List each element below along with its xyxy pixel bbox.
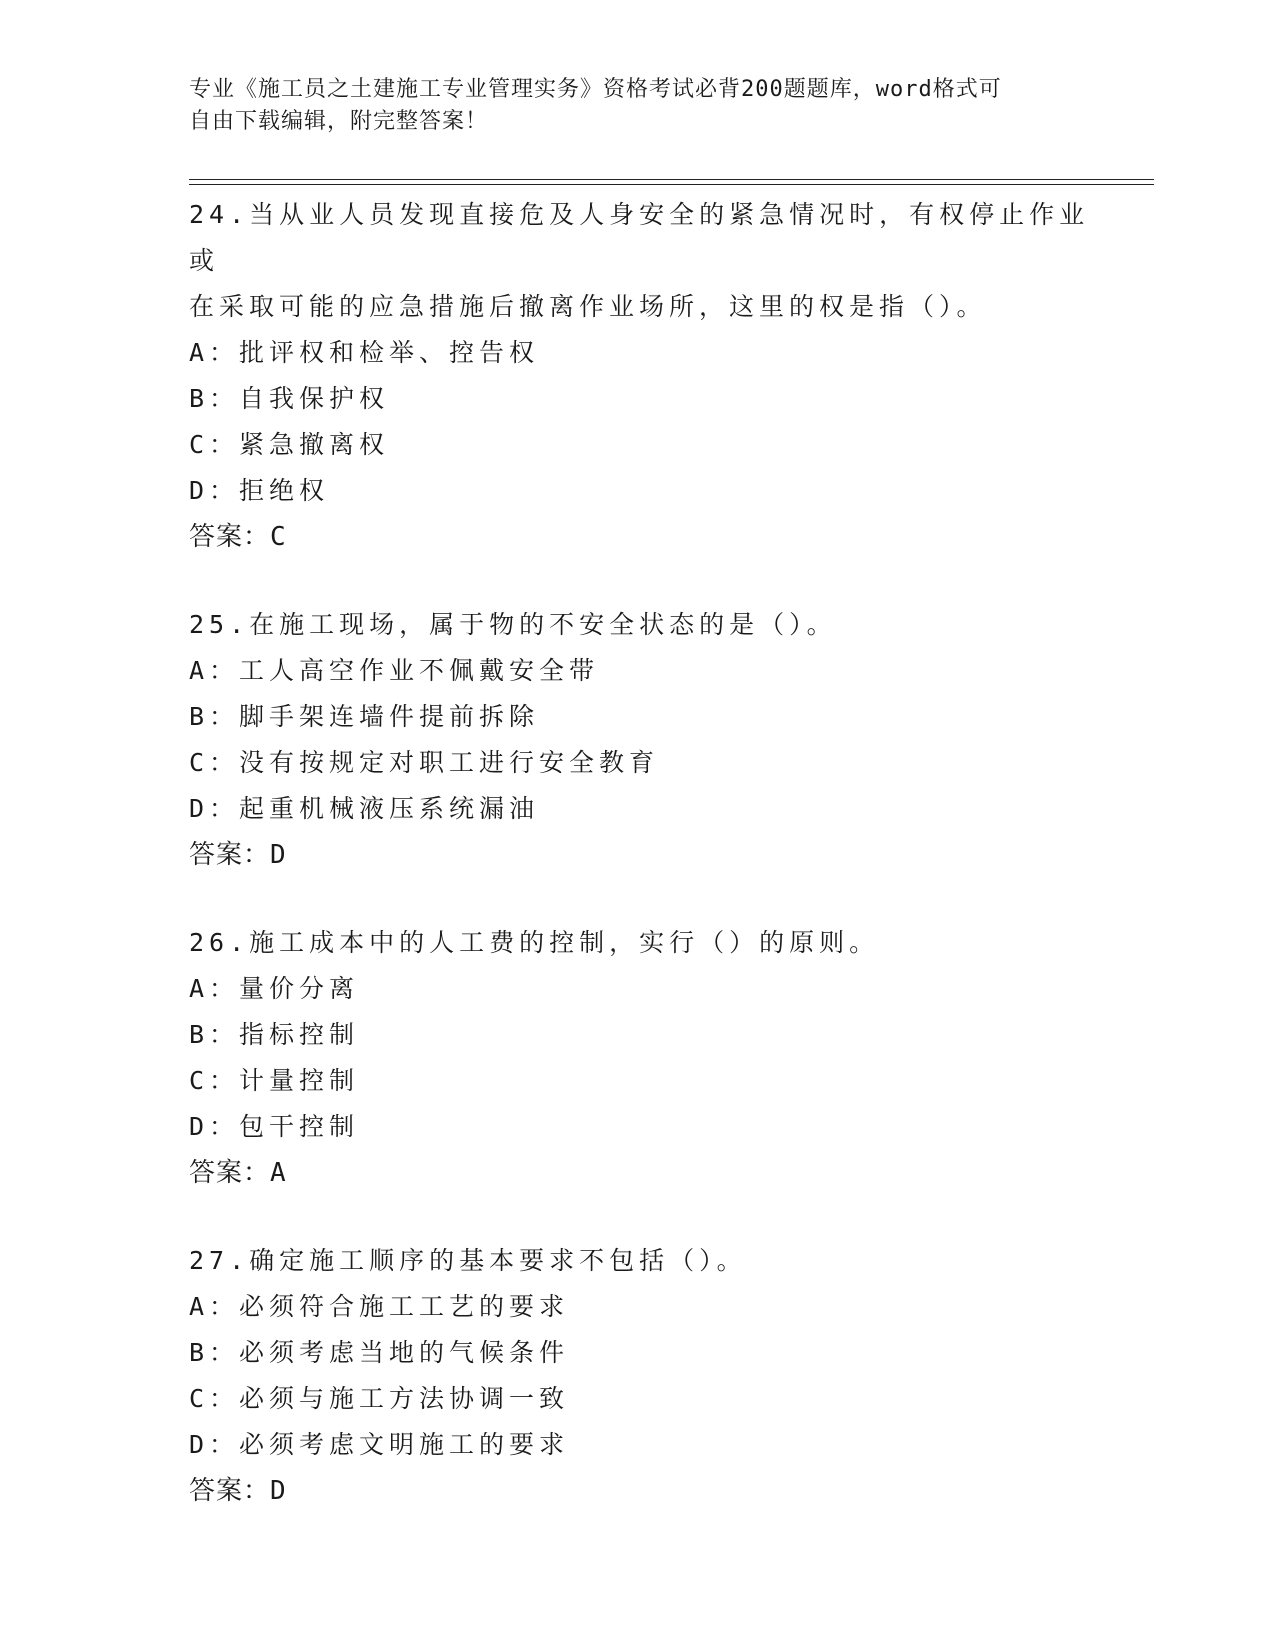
option-d: D：必须考虑文明施工的要求 [189,1430,570,1459]
header-line-1: 专业《施工员之土建施工专业管理实务》资格考试必背200题题库，word格式可 [189,77,1002,102]
question-27 [189,1238,1109,1514]
question-24 [189,192,1109,560]
question-title-continued: 在采取可能的应急措施后撤离作业场所，这里的权是指（）。 [189,292,987,321]
option-a: A：必须符合施工工艺的要求 [189,1292,570,1321]
question-25 [189,602,1109,878]
option-b: B：自我保护权 [189,384,390,413]
option-c: C：紧急撤离权 [189,430,390,459]
header-divider-bottom [189,184,1154,185]
option-b: B：必须考虑当地的气候条件 [189,1338,570,1367]
option-b: B：指标控制 [189,1020,360,1049]
option-d: D：起重机械液压系统漏油 [189,794,540,823]
question-title: 25.在施工现场，属于物的不安全状态的是（）。 [189,610,837,639]
option-a: A：批评权和检举、控告权 [189,338,540,367]
header-divider-top [189,179,1154,180]
option-a: A：工人高空作业不佩戴安全带 [189,656,600,685]
answer: 答案：D [189,1476,287,1506]
document-header [189,74,1069,138]
question-title: 24.当从业人员发现直接危及人身安全的紧急情况时，有权停止作业或 [189,200,1090,275]
answer: 答案：D [189,840,287,870]
question-title: 26.施工成本中的人工费的控制，实行（）的原则。 [189,928,880,957]
option-d: D：包干控制 [189,1112,360,1141]
answer: 答案：C [189,522,287,552]
option-b: B：脚手架连墙件提前拆除 [189,702,540,731]
question-list [189,192,1109,1514]
answer: 答案：A [189,1158,287,1188]
option-c: C：计量控制 [189,1066,360,1095]
question-title: 27.确定施工顺序的基本要求不包括（）。 [189,1246,747,1275]
option-a: A：量价分离 [189,974,360,1003]
question-26 [189,920,1109,1196]
option-c: C：必须与施工方法协调一致 [189,1384,570,1413]
header-line-2: 自由下载编辑，附完整答案！ [189,109,489,134]
option-d: D：拒绝权 [189,476,330,505]
option-c: C：没有按规定对职工进行安全教育 [189,748,660,777]
